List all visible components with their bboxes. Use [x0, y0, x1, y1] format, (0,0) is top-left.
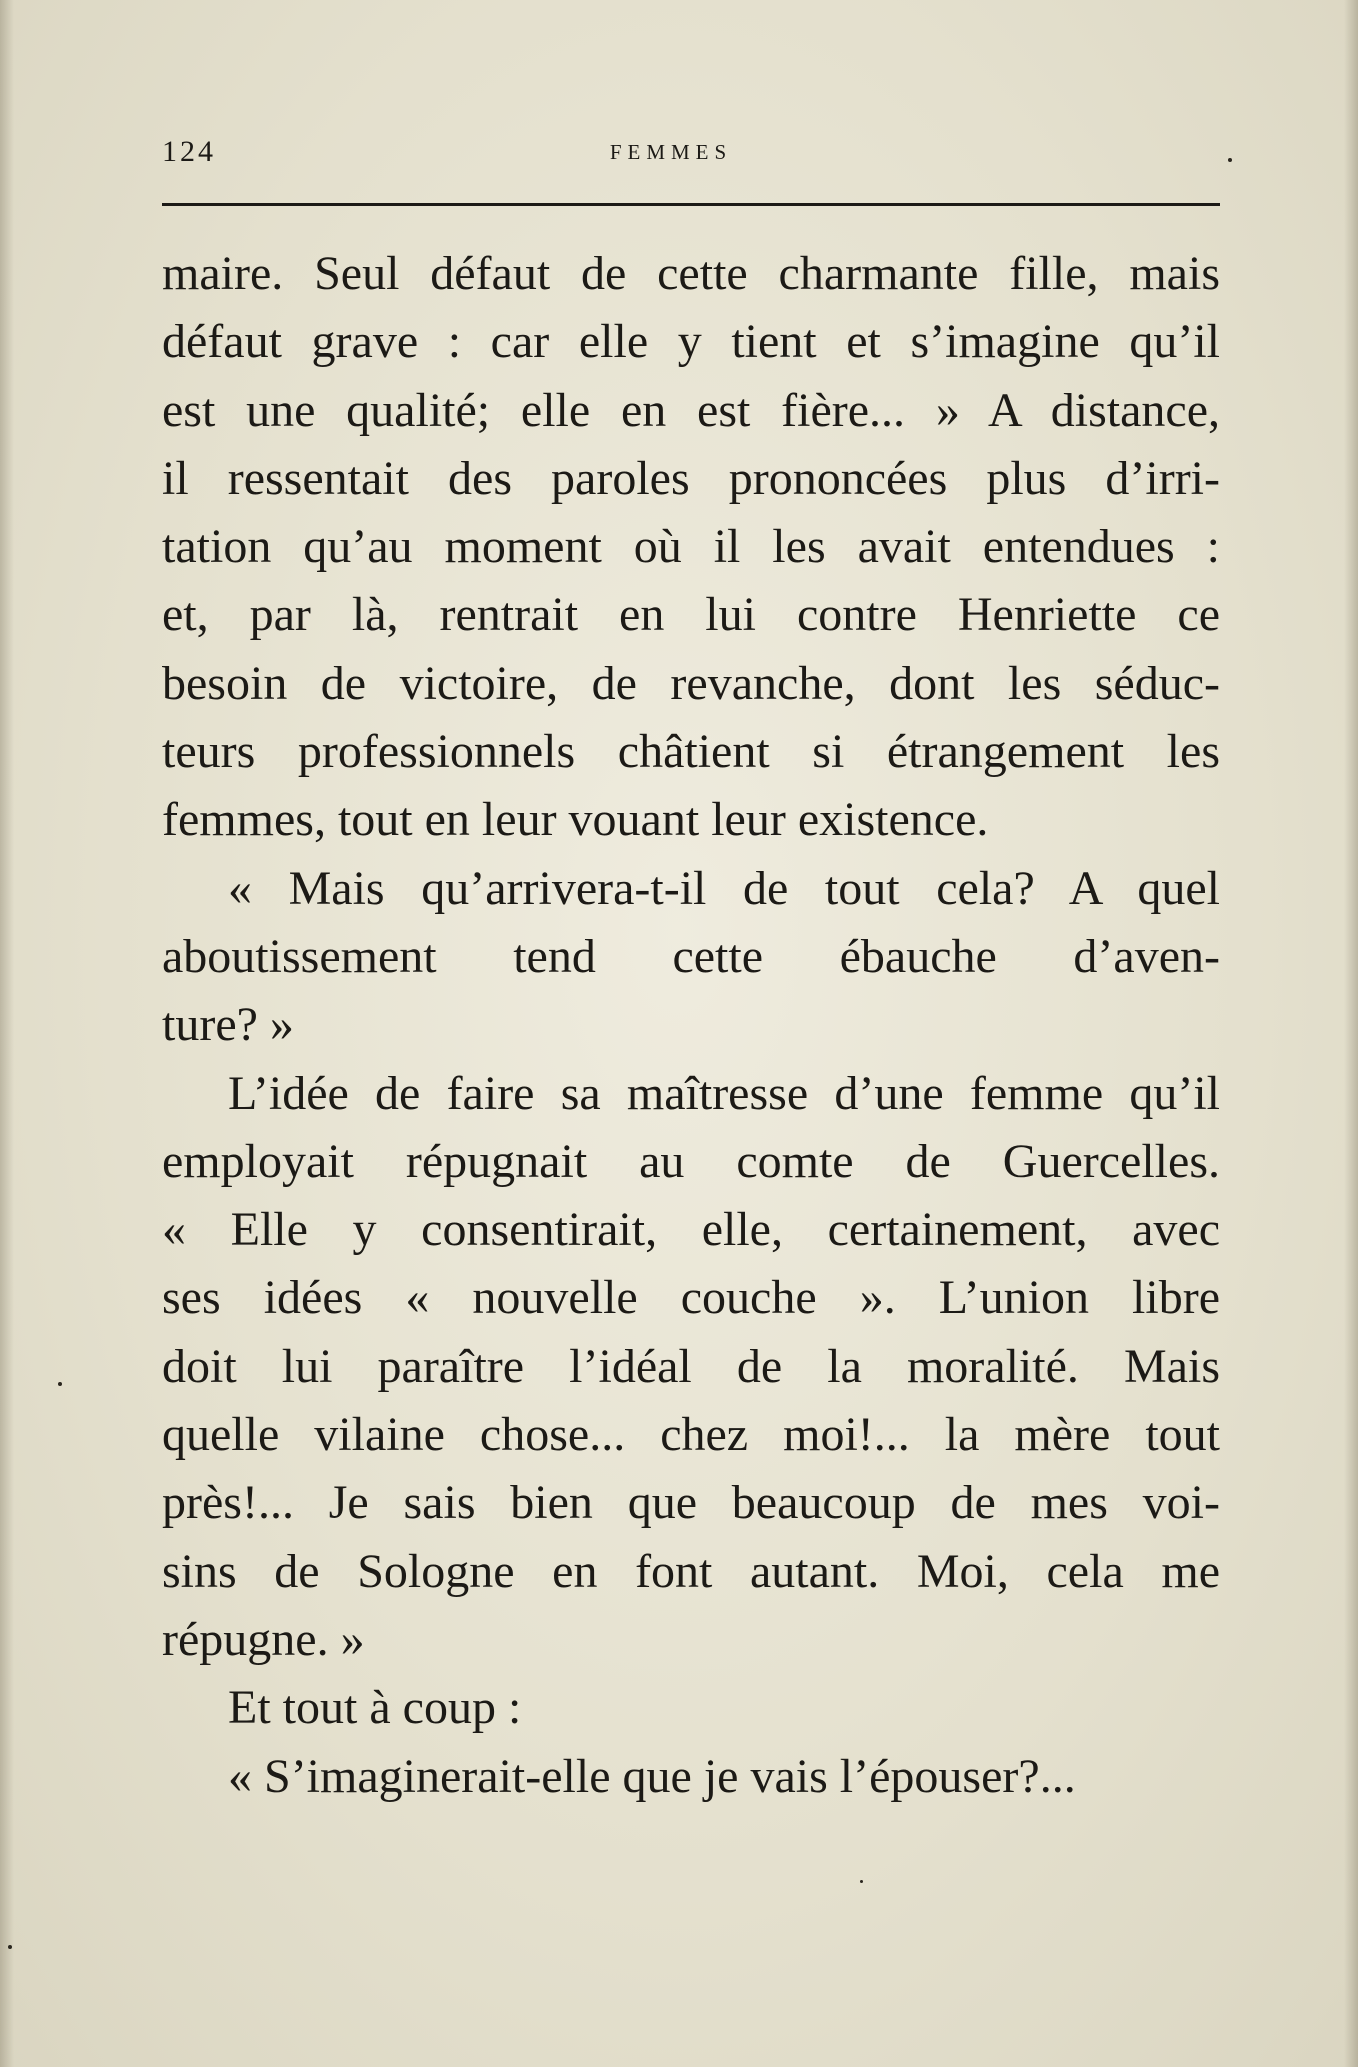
text-line: maire. Seul défaut de cette charmante fille, mais — [162, 247, 1220, 300]
text-line: ses idées « nouvelle couche ». L’union libre — [162, 1271, 1220, 1325]
text-line: employait répugnait au comte de Guercelles. — [162, 1134, 1220, 1188]
ink-speck — [8, 1945, 12, 1949]
body-text — [162, 240, 1220, 1811]
text-line: « S’imaginerait-elle que je vais l’épouser?... — [228, 1749, 1076, 1803]
text-line: « Mais qu’arrivera-t-il de tout cela? A quel — [228, 861, 1220, 915]
text-line: Et tout à coup : — [228, 1681, 522, 1735]
text-line: près!... Je sais bien que beaucoup de mes voi- — [162, 1476, 1220, 1530]
ink-speck — [860, 1880, 863, 1883]
text-line: doit lui paraître l’idéal de la moralité. Mais — [162, 1339, 1220, 1393]
text-line: sins de Sologne en font autant. Moi, cela me — [162, 1544, 1220, 1598]
ink-speck — [1228, 158, 1232, 162]
text-line: L’idée de faire sa maîtresse d’une femme qu’il — [228, 1066, 1220, 1120]
text-line: défaut grave : car elle y tient et s’imagine qu’il — [162, 315, 1220, 369]
text-line: quelle vilaine chose... chez moi!... la mère tout — [162, 1408, 1220, 1462]
running-title: FEMMES — [609, 140, 733, 164]
text-line: « Elle y consentirait, elle, certainement, avec — [162, 1203, 1220, 1257]
text-line: tation qu’au moment où il les avait entendues : — [162, 520, 1220, 574]
text-line: est une qualité; elle en est fière... » A distance, — [162, 383, 1220, 437]
running-head — [162, 132, 1220, 172]
text-line: besoin de victoire, de revanche, dont les séduc- — [162, 656, 1220, 710]
text-line: aboutissement tend cette ébauche d’aven- — [162, 929, 1220, 983]
text-line: il ressentait des paroles prononcées plus d’irri- — [162, 451, 1220, 505]
header-rule — [162, 203, 1220, 206]
page-edge-shadow-right — [1344, 0, 1358, 2067]
text-line: répugne. » — [162, 1612, 365, 1666]
page-number: 124 — [162, 135, 216, 168]
page-edge-shadow-left — [0, 0, 14, 2067]
ink-speck — [58, 1382, 62, 1386]
text-line: ture? » — [162, 998, 294, 1052]
text-line: et, par là, rentrait en lui contre Henriette ce — [162, 588, 1220, 642]
text-line: femmes, tout en leur vouant leur existence. — [162, 793, 989, 847]
text-line: teurs professionnels châtient si étrangement les — [162, 725, 1220, 779]
